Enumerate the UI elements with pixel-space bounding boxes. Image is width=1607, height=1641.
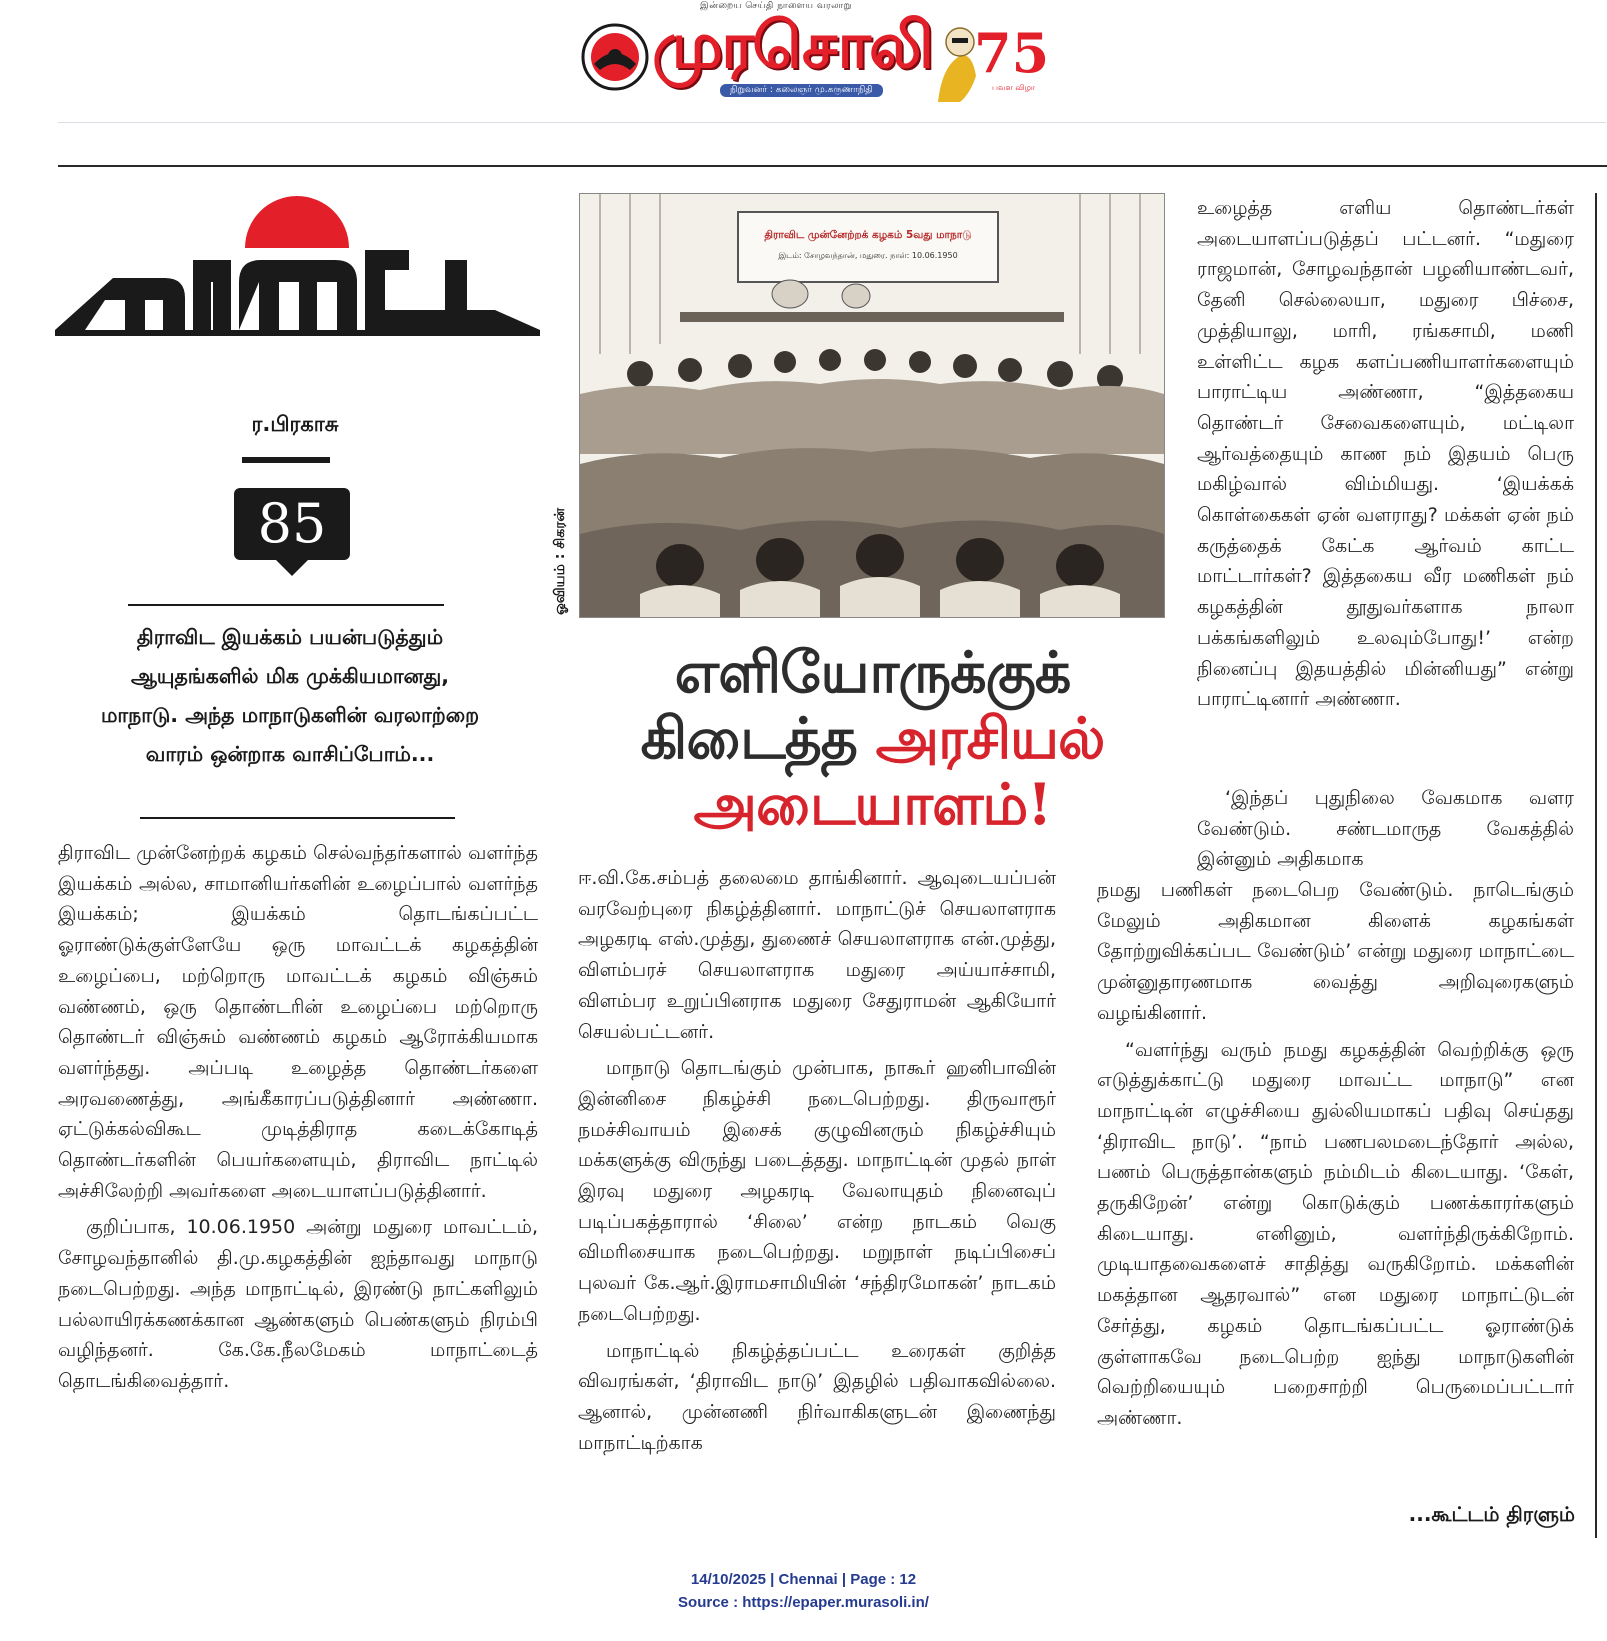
paragraph: மாநாட்டில் நிகழ்த்தப்பட்ட உரைகள் குறித்த விவரங்கள், ‘திராவிட நாடு’ இதழில் பதிவாகவில்லை. ஆனால், முன்னணி நிர்வாகிகளுடன் இணைந்து மாநாட்டிற்காக [578,1339,1056,1454]
paragraph: மாநாடு தொடங்கும் முன்பாக, நாகூர் ஹனிபாவின் இன்னிசை நிகழ்ச்சி நடைபெற்றது. திருவாரூர் நமச்சிவாயம் இசைக் குழுவினரும் நிகழ்ச்சியும் மக்களுக்கு விருந்து படைத்தது. மாநாட்டின் முதல் நாள் இரவு மதுரை அழகரடி வேலாயுதம் நினைவுப் படிப்பகத்தாரால் ‘சிலை’ என்ற நாடகம் வெகு விமரிசையாக நடைபெற்றது. மறுநாள் நடிப்பிசைப் புலவர் கே.ஆர்.இராமசாமியின் ‘சந்திரமோகன்’ நாடகம் நடைபெற்றது. [578,1057,1056,1325]
masthead-divider [58,122,1606,123]
author-underline [242,457,330,463]
right-column-rule [1595,193,1597,1538]
masthead [570,0,1050,110]
article-column-2 [578,863,1056,1464]
party-emblem-icon [580,22,650,92]
footer-date-line: 14/10/2025 | Chennai | Page : 12 [690,1571,917,1588]
paragraph: உழைத்த எளிய தொண்டர்கள் அடையாளப்படுத்தப் பட்டனர். “மதுரை ராஜமான், சோழவந்தான் பழனியாண்டவர், தேனி செல்லையா, மதுரை பிச்சை, முத்தியாலு, மாரி, ரங்கசாமி, மணி உள்ளிட்ட கழக களப்பணியாளர்களையும் பாராட்டிய அண்ணா, “இத்தகைய தொண்டர் சேவைகளையும், மட்டிலா ஆர்வத்தையும் காண நம் இதயம் பெரு மகிழ்வால் விம்மியது. ‘இயக்கக் கொள்கைகள் ஏன் வளராது? மக்கள் ஏன் நம் கருத்தைக் கேட்க ஆர்வம் காட்ட மாட்டார்கள்? இத்தகைய வீர மணிகள் நம் கழகத்தின் தூதுவர்களாக நாலா பக்கங்களிலும் உலவும்போது!’ என்ற நினைப்பு இதயத்தில் மின்னியது” என்று பாராட்டினார் அண்ணா. [1197,197,1574,711]
headline-line-1: எளியோருக்குக் [674,639,1071,706]
conference-illustration [579,193,1165,618]
anniversary-number: 75 [974,21,1050,85]
banner-line-2: இடம்: சோழவந்தான், மதுரை. நாள்: 10.06.1950 [778,251,958,260]
illustration-credit: ஓவியம் : சிகரன் [552,507,568,615]
author-byline: ர.பிரகாசு [251,412,339,436]
founder-label: நிறுவனர் : கலைஞர் மு.கருணாநிதி [720,84,883,97]
series-intro: திராவிட இயக்கம் பயன்படுத்தும் ஆயுதங்களில் மிக முக்கியமானது, மாநாடு. அந்த மாநாடுகளின் வரலாற்றை வாரம் ஒன்றாக வாசிப்போம்... [100,625,480,766]
headline-line-2-red: அரசியல் [875,705,1105,772]
series-closing: ...கூட்டம் திரளும் [1408,1502,1575,1526]
anniversary-label: பவள விழா [992,83,1036,92]
paragraph: ஈ.வி.கே.சம்பத் தலைமை தாங்கினார். ஆவுடையப்பன் வரவேற்புரை நிகழ்த்தினார். மாநாட்டுச் செயலாளராக அழகரடி எஸ்.முத்து, துணைச் செயலாளராக என்.முத்து, விளம்பரச் செயலாளராக மதுரை அய்யாச்சாமி, விளம்பர உறுப்பினராக மதுரை சேதுராமன் ஆகியோர் செயல்பட்டனர். [578,867,1056,1043]
intro-bottom-rule [140,817,455,819]
article-column-3-top [1197,193,1574,721]
page-footer [0,1568,1607,1614]
paper-name-logo: முரசொலி [652,9,932,83]
paragraph: திராவிட முன்னேற்றக் கழகம் செல்வந்தர்களால் வளர்ந்த இயக்கம் அல்ல, சாமானியர்களின் உழைப்பால் வளர்ந்த இயக்கம்; இயக்கம் தொடங்கப்பட்ட ஓராண்டுக்குள்ளேயே ஒரு மாவட்டக் கழகத்தின் உழைப்பை, மற்றொரு மாவட்டக் கழகம் விஞ்சும் வண்ணம், ஒரு தொண்டரின் உழைப்பை மற்றொரு தொண்டர் விஞ்சும் வண்ணம் கழகம் ஆரோக்கியமாக வளர்ந்தது. அப்படி உழைத்த தொண்டர்களை அரவணைத்து, அங்கீகாரப்படுத்தினார் அண்ணா. ஏட்டுக்கல்விகூட முடித்திராத கடைக்கோடித் தொண்டர்களின் பெயர்களையும், திராவிட நாட்டில் அச்சிலேற்றி அவர்களை அடையாளப்படுத்தினார். [58,842,538,1202]
headline-line-3: அடையாளம்! [693,771,1052,838]
headline-line-2 [580,706,1165,772]
page-top-rule [58,165,1607,167]
paragraph: குறிப்பாக, 10.06.1950 அன்று மதுரை மாவட்டம், சோழவந்தானில் தி.மு.கழகத்தின் ஐந்தாவது மாநாடு நடைபெற்றது. அந்த மாநாட்டில், இரண்டு நாட்களிலும் பல்லாயிரக்கணக்கான ஆண்களும் பெண்களும் நிரம்பி வழிந்தனர். கே.கே.நீலமேகம் மாநாட்டைத் தொடங்கிவைத்தார். [58,1216,538,1392]
episode-number: 85 [234,488,350,560]
paragraph: நமது பணிகள் நடைபெற வேண்டும். நாடெங்கும் மேலும் அதிகமான கிளைக் கழகங்கள் தோற்றுவிக்கப்பட வேண்டும்’ என்று மதுரை மாநாட்டை முன்னுதாரணமாக வைத்து அறிவுரைகளும் வழங்கினார். [1097,879,1574,1024]
paragraph: ‘இந்தப் புதுநிலை வேகமாக வளர வேண்டும். சண்டமாருத வேகத்தில் இன்னும் அதிகமாக [1197,787,1574,871]
paragraph: “வளர்ந்து வரும் நமது கழகத்தின் வெற்றிக்கு ஒரு எடுத்துக்காட்டு மதுரை மாவட்ட மாநாடு” என மாநாட்டின் எழுச்சியை துல்லியமாகப் பதிவு செய்தது ‘திராவிட நாடு’. “நாம் பணபலமடைந்தோர் அல்ல, பணம் பெருத்தான்களும் நம்மிடம் கிடையாது. ‘கேள், தருகிறேன்’ என்று கொடுக்கும் பணக்காரர்களும் கிடையாது. எனினும், வளர்ந்திருக்கிறோம். முடியாதவைகளைச் சாதித்து வருகிறோம். மக்களின் மகத்தான ஆதரவால்” என மதுரை மாநாட்டுடன் சேர்த்து, கழகம் தொடங்கப்பட்ட ஓராண்டுக் குள்ளாகவே நடைபெற்ற ஐந்து மாநாடுகளின் வெற்றியையும் பறைசாற்றி பெருமைப்பட்டார் அண்ணா. [1097,1038,1574,1429]
article-column-3-bottom [1097,875,1574,1440]
banner-line-1: திராவிட முன்னேற்றக் கழகம் 5வது மாநாடு [764,229,972,241]
article-column-1 [58,838,538,1403]
footer-source-line: Source : https://epaper.murasoli.in/ [678,1594,929,1611]
article-column-3-inset [1197,783,1574,881]
anniversary-emblem [930,6,1050,106]
episode-badge [234,488,350,588]
series-logo [55,190,540,340]
headline-line-2-black: கிடைத்த [640,705,876,772]
tagline: இன்றைய செய்தி நாளைய வரலாறு [700,1,852,11]
badge-pointer [274,558,310,576]
headline [580,640,1165,838]
intro-top-rule [128,604,444,606]
